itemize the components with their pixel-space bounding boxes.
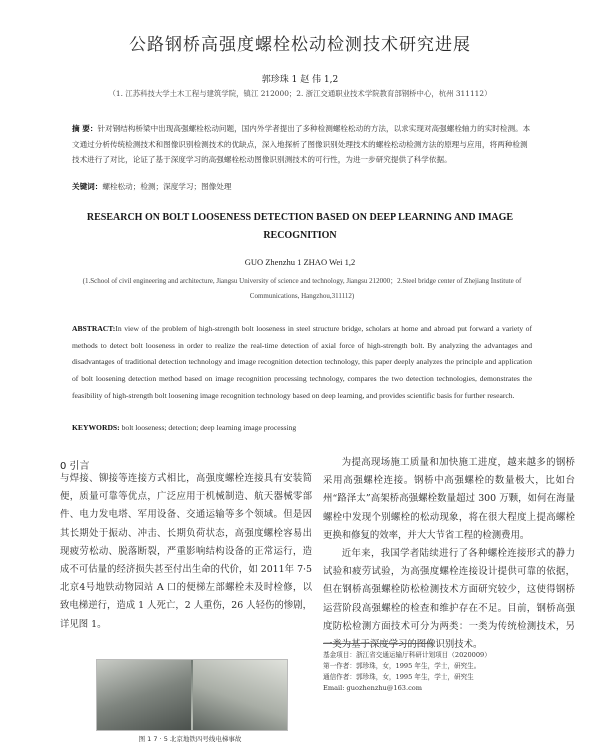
keywords-label-en: KEYWORDS: [72,423,120,432]
abstract-label-cn: 摘 要： [72,124,98,133]
keywords-cn [72,181,532,192]
right-para-1: 为提高现场施工质量和加快施工进度，越来越多的钢桥采用高强螺栓连接。钢桥中高强螺栓的数量极大，比如台州“路泽太”高架桥高强螺栓数量超过 300 万颗，如何在海量螺栓中发现个别螺栓的松动现象，将在很大程度上提高螺栓更换和修复的效率，并大大节省工程的检测费用。 [323,457,575,541]
keywords-text-cn: 螺栓松动；检测；深度学习；图像处理 [102,182,232,191]
left-column-text: 与焊接、铆接等连接方式相比，高强度螺栓连接具有安装简便，质量可靠等优点，广泛应用于机械制造、航天器械零部件、电力发电塔、军用设备、交通运输等多个领域。但是因其长期处于振动、冲击、长期负荷状态，高强度螺栓容易出现疲劳松动、脱落断裂，严重影响结构设备的正常运行，造成不可估量的经济损失甚至付出生命的代价，如 2011年 7·5 北京4号地铁动物园站 A 口的便梯左部螺栓未及时检修，以致电梯逆行，造成 1 人死亡，2 人重伤，26 人轻伤的惨剧，详见图 1。 [60,473,312,630]
footnotes [323,650,583,694]
abstract-text-en: In view of the problem of high-strength bolt looseness in steel structure bridge, scholars at home and abroad put forward a variety of methods to detect bolt looseness in order to realize the real-time detection of axial force of high-strength bolt. By analyzing the advantages and disadvantages of traditional detection technology and image recognition detection technology, this paper deeply analyzes the principle and application of bolt loosening detection method based on image recognition processing technology, compares the two detection technologies, demonstrates the feasibility of high-strength bolt loosening image recognition technology based on deep learning, and provides scientific basis for further research. [72,324,532,400]
keywords-text-en: bolt looseness; detection; deep learning image processing [121,423,297,432]
paper-title-en: RESEARCH ON BOLT LOOSENESS DETECTION BASED ON DEEP LEARNING AND IMAGE RECOGNITION [86,212,514,241]
footnote-funding: 基金项目：浙江省交通运输厅科研计划项目（2020009） [323,651,491,659]
affiliations-cn: （1. 江苏科技大学土木工程与建筑学院，镇江 212000；2. 浙江交通职业技术学院教育部钢桥中心，杭州 311112） [108,89,492,98]
right-column [323,454,575,654]
authors-en: GUO Zhenzhu 1 ZHAO Wei 1,2 [244,257,356,267]
paper-title-cn: 公路钢桥高强度螺栓松动检测技术研究进展 [129,35,471,55]
section-heading: 0 引言 [60,461,90,472]
keywords-en [72,423,532,432]
footnote-corresponding: 通信作者：郭珍珠，女，1995 年生，学士，研究生 [323,673,474,681]
footnote-rule [323,643,433,644]
figure-caption: 图 1 7 · 5 北京地铁四号线电梯事故 [138,735,242,743]
authors-cn: 郭珍珠 1 赵 伟 1,2 [261,75,339,85]
figure-photo-left [97,660,191,730]
abstract-label-en: ABSTRACT: [72,324,116,333]
abstract-cn [72,121,532,168]
figure-1-image [96,659,288,731]
abstract-text-cn: 针对钢结构桥梁中出现高强螺栓松动问题，国内外学者提出了多种检测螺栓松动的方法，以求实现对高强螺栓轴力的实时检测。本文通过分析传统检测技术和图像识别检测技术的优缺点，深入地探析了图像识别处理技术的螺栓松动检测方法的原理与应用，将两种检测技术进行了对比，论证了基于深度学习的高强螺栓松动图像识别测技术的可行性，为进一步研究提供了科学依据。 [72,124,531,164]
abstract-en [72,321,532,405]
footnote-first-author: 第一作者：郭珍珠，女，1995 年生，学士，研究生。 [323,662,481,670]
right-para-2: 近年来，我国学者陆续进行了各种螺栓连接形式的静力试验和疲劳试验，为高强度螺栓连接设计提供可靠的依据，但在钢桥高强螺栓防松检测技术方面研究较少，这使得钢桥运营阶段高强螺栓的检查和维护存在不足。目前，钢桥高强度防松检测方面技术可分为两类：一类为传统检测技术，另一类为基于深度学习的图像识别技术。 [323,548,575,651]
keywords-label-cn: 关键词： [72,182,103,191]
affiliations-en: (1.School of civil engineering and architecture, Jiangsu University of science and technology, Jiangsu 212000；2.Steel bridge center of Zhejiang Institute of Communications, Hangzhou,311112) [82,277,522,300]
figure-photo-right [193,660,287,730]
footnote-email: Email: guozhenzhu@163.com [323,684,422,692]
